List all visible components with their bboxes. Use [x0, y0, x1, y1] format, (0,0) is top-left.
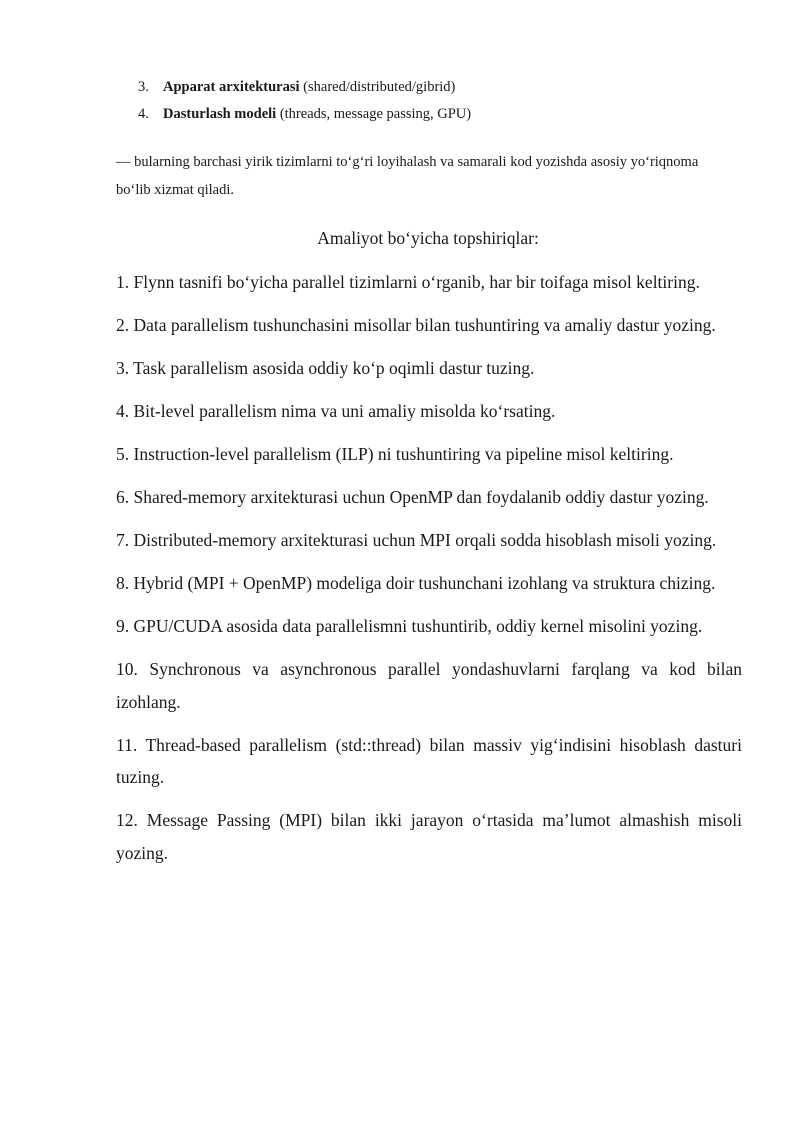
task-item: 10. Synchronous va asynchronous parallel yondashuvlarni farqlang va kod bilan izohlang. — [116, 659, 742, 712]
task-list — [116, 266, 742, 880]
list-item-number: 3. — [138, 79, 149, 95]
task-item: 2. Data parallelism tushunchasini misollar bilan tushuntiring va amaliy dastur yozing. — [116, 315, 716, 335]
task-item: 5. Instruction-level parallelism (ILP) ni tushuntiring va pipeline misol keltiring. — [116, 444, 674, 464]
task-item: 7. Distributed-memory arxitekturasi uchun MPI orqali sodda hisoblash misoli yozing. — [116, 530, 717, 550]
task-item: 4. Bit-level parallelism nima va uni amaliy misolda ko‘rsating. — [116, 401, 556, 421]
task-item: 6. Shared-memory arxitekturasi uchun OpenMP dan foydalanib oddiy dastur yozing. — [116, 487, 709, 507]
summary-note: — bularning barchasi yirik tizimlarni to‘g‘ri loyihalash va samarali kod yozishda asosiy yo‘riqnoma bo‘lib xizmat qiladi. — [116, 154, 699, 198]
list-item-term: Apparat arxitekturasi — [163, 79, 300, 95]
task-item: 3. Task parallelism asosida oddiy ko‘p oqimli dastur tuzing. — [116, 358, 535, 378]
task-item: 8. Hybrid (MPI + OpenMP) modeliga doir tushunchani izohlang va struktura chizing. — [116, 573, 716, 593]
architecture-list — [138, 74, 738, 128]
task-item: 12. Message Passing (MPI) bilan ikki jarayon o‘rtasida ma’lumot almashish misoli yozing. — [116, 810, 742, 863]
list-item — [138, 101, 738, 128]
section-title: Amaliyot bo‘yicha topshiriqlar: — [317, 228, 539, 248]
list-item — [138, 74, 738, 101]
list-item-detail: (shared/distributed/gibrid) — [299, 79, 456, 95]
list-item-detail: (threads, message passing, GPU) — [276, 106, 472, 122]
task-item: 9. GPU/CUDA asosida data parallelismni tushuntirib, oddiy kernel misolini yozing. — [116, 616, 703, 636]
task-item: 1. Flynn tasnifi bo‘yicha parallel tizimlarni o‘rganib, har bir toifaga misol keltiring. — [116, 272, 700, 292]
task-item: 11. Thread-based parallelism (std::thread) bilan massiv yig‘indisini hisoblash dasturi tuzing. — [116, 734, 742, 787]
list-item-term: Dasturlash modeli — [163, 106, 277, 122]
list-item-number: 4. — [138, 106, 149, 122]
